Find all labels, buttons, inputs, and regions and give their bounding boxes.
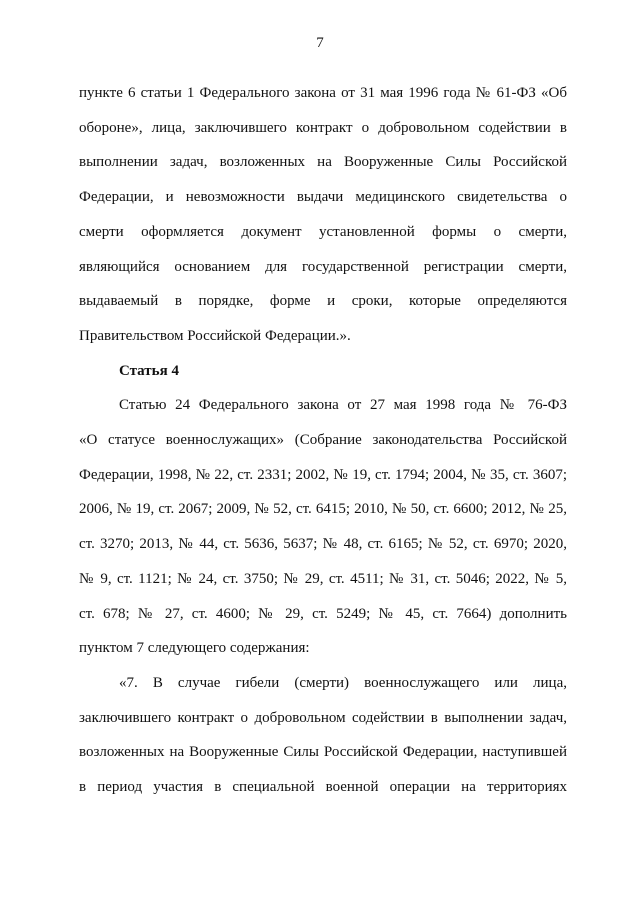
text-line: выполнении задач, возложенных на Вооруженные Силы Российской — [79, 154, 567, 171]
text-line: ст. 3270; 2013, № 44, ст. 5636, 5637; № 48, ст. 6165; № 52, ст. 6970; 2020, — [79, 536, 567, 553]
text-line: Правительством Российской Федерации.». — [79, 327, 351, 344]
text-line: обороне», лица, заключившего контракт о добровольном содействии в — [79, 119, 567, 136]
document-body — [79, 76, 567, 805]
paragraph-article-4 — [79, 388, 567, 666]
text-line: 2006, № 19, ст. 2067; 2009, № 52, ст. 6415; 2010, № 50, ст. 6600; 2012, № 25, — [79, 501, 567, 518]
text-line: Статью 24 Федерального закона от 27 мая 1998 года № 76-ФЗ — [119, 397, 567, 414]
text-line: заключившего контракт о добровольном содействии в выполнении задач, — [79, 709, 567, 726]
article-heading: Статья 4 — [119, 362, 179, 379]
text-line: Федерации, и невозможности выдачи медицинского свидетельства о — [79, 189, 567, 206]
text-line: пунктом 7 следующего содержания: — [79, 640, 310, 657]
paragraph-continuation — [79, 76, 567, 354]
text-line: № 9, ст. 1121; № 24, ст. 3750; № 29, ст. 4511; № 31, ст. 5046; 2022, № 5, — [79, 570, 567, 587]
text-line: выдаваемый в порядке, форме и сроки, которые определяются — [79, 293, 567, 310]
text-line: в период участия в специальной военной операции на территориях — [79, 779, 567, 796]
text-line: возложенных на Вооруженные Силы Российской Федерации, наступившей — [79, 744, 567, 761]
text-line: ст. 678; № 27, ст. 4600; № 29, ст. 5249; № 45, ст. 7664) дополнить — [79, 605, 567, 622]
text-line: «О статусе военнослужащих» (Собрание законодательства Российской — [79, 432, 567, 449]
text-line: смерти оформляется документ установленной формы о смерти, — [79, 223, 567, 240]
text-line: «7. В случае гибели (смерти) военнослужащего или лица, — [119, 674, 567, 691]
page-number: 7 — [316, 35, 324, 51]
paragraph-clause-7 — [79, 666, 567, 805]
text-line: являющийся основанием для государственной регистрации смерти, — [79, 258, 567, 275]
text-line: Федерации, 1998, № 22, ст. 2331; 2002, № 19, ст. 1794; 2004, № 35, ст. 3607; — [79, 466, 567, 483]
text-line: пункте 6 статьи 1 Федерального закона от 31 мая 1996 года № 61-ФЗ «Об — [79, 85, 567, 101]
